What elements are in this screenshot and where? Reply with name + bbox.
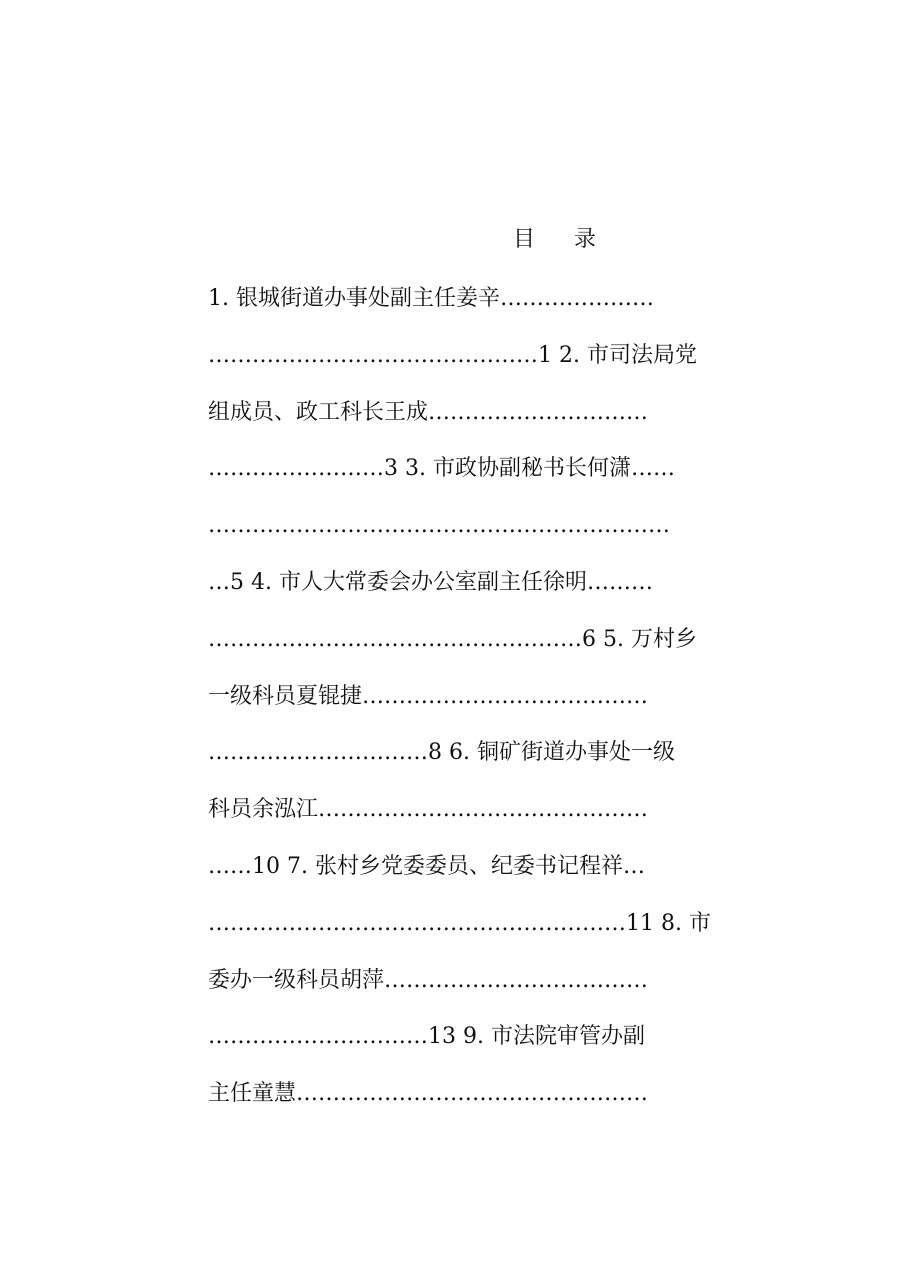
toc-line: 委办一级科员胡萍……………………………… — [208, 967, 649, 993]
toc-line: 1. 银城街道办事处副主任姜辛………………… — [208, 286, 654, 311]
toc-line: 一级科员夏锟捷………………………………… — [208, 683, 649, 709]
toc-line: ………………………………………1 2. 市司法局党 — [208, 342, 697, 368]
toc-line: ……………………………………………6 5. 万村乡 — [208, 626, 697, 652]
toc-line: …………………………………………………11 8. 市 — [208, 910, 711, 936]
toc-line: …………………………13 9. 市法院审管办副 — [208, 1024, 645, 1050]
toc-title: 目 录 — [513, 227, 612, 252]
toc-line: ……………………3 3. 市政协副秘书长何潇…… — [208, 456, 675, 482]
toc-list — [208, 279, 718, 1131]
toc-line: …………………………8 6. 铜矿街道办事处一级 — [208, 740, 675, 766]
toc-line: ……………………………………………………… — [208, 513, 670, 539]
toc-line: 组成员、政工科长王成………………………… — [208, 399, 649, 425]
toc-line: ……10 7. 张村乡党委委员、纪委书记程祥… — [208, 853, 645, 879]
toc-line: …5 4. 市人大常委会办公室副主任徐明……… — [208, 569, 653, 595]
toc-line: 科员余泓江……………………………………… — [208, 797, 649, 823]
toc-line: 主任童慧………………………………………… — [208, 1081, 649, 1107]
